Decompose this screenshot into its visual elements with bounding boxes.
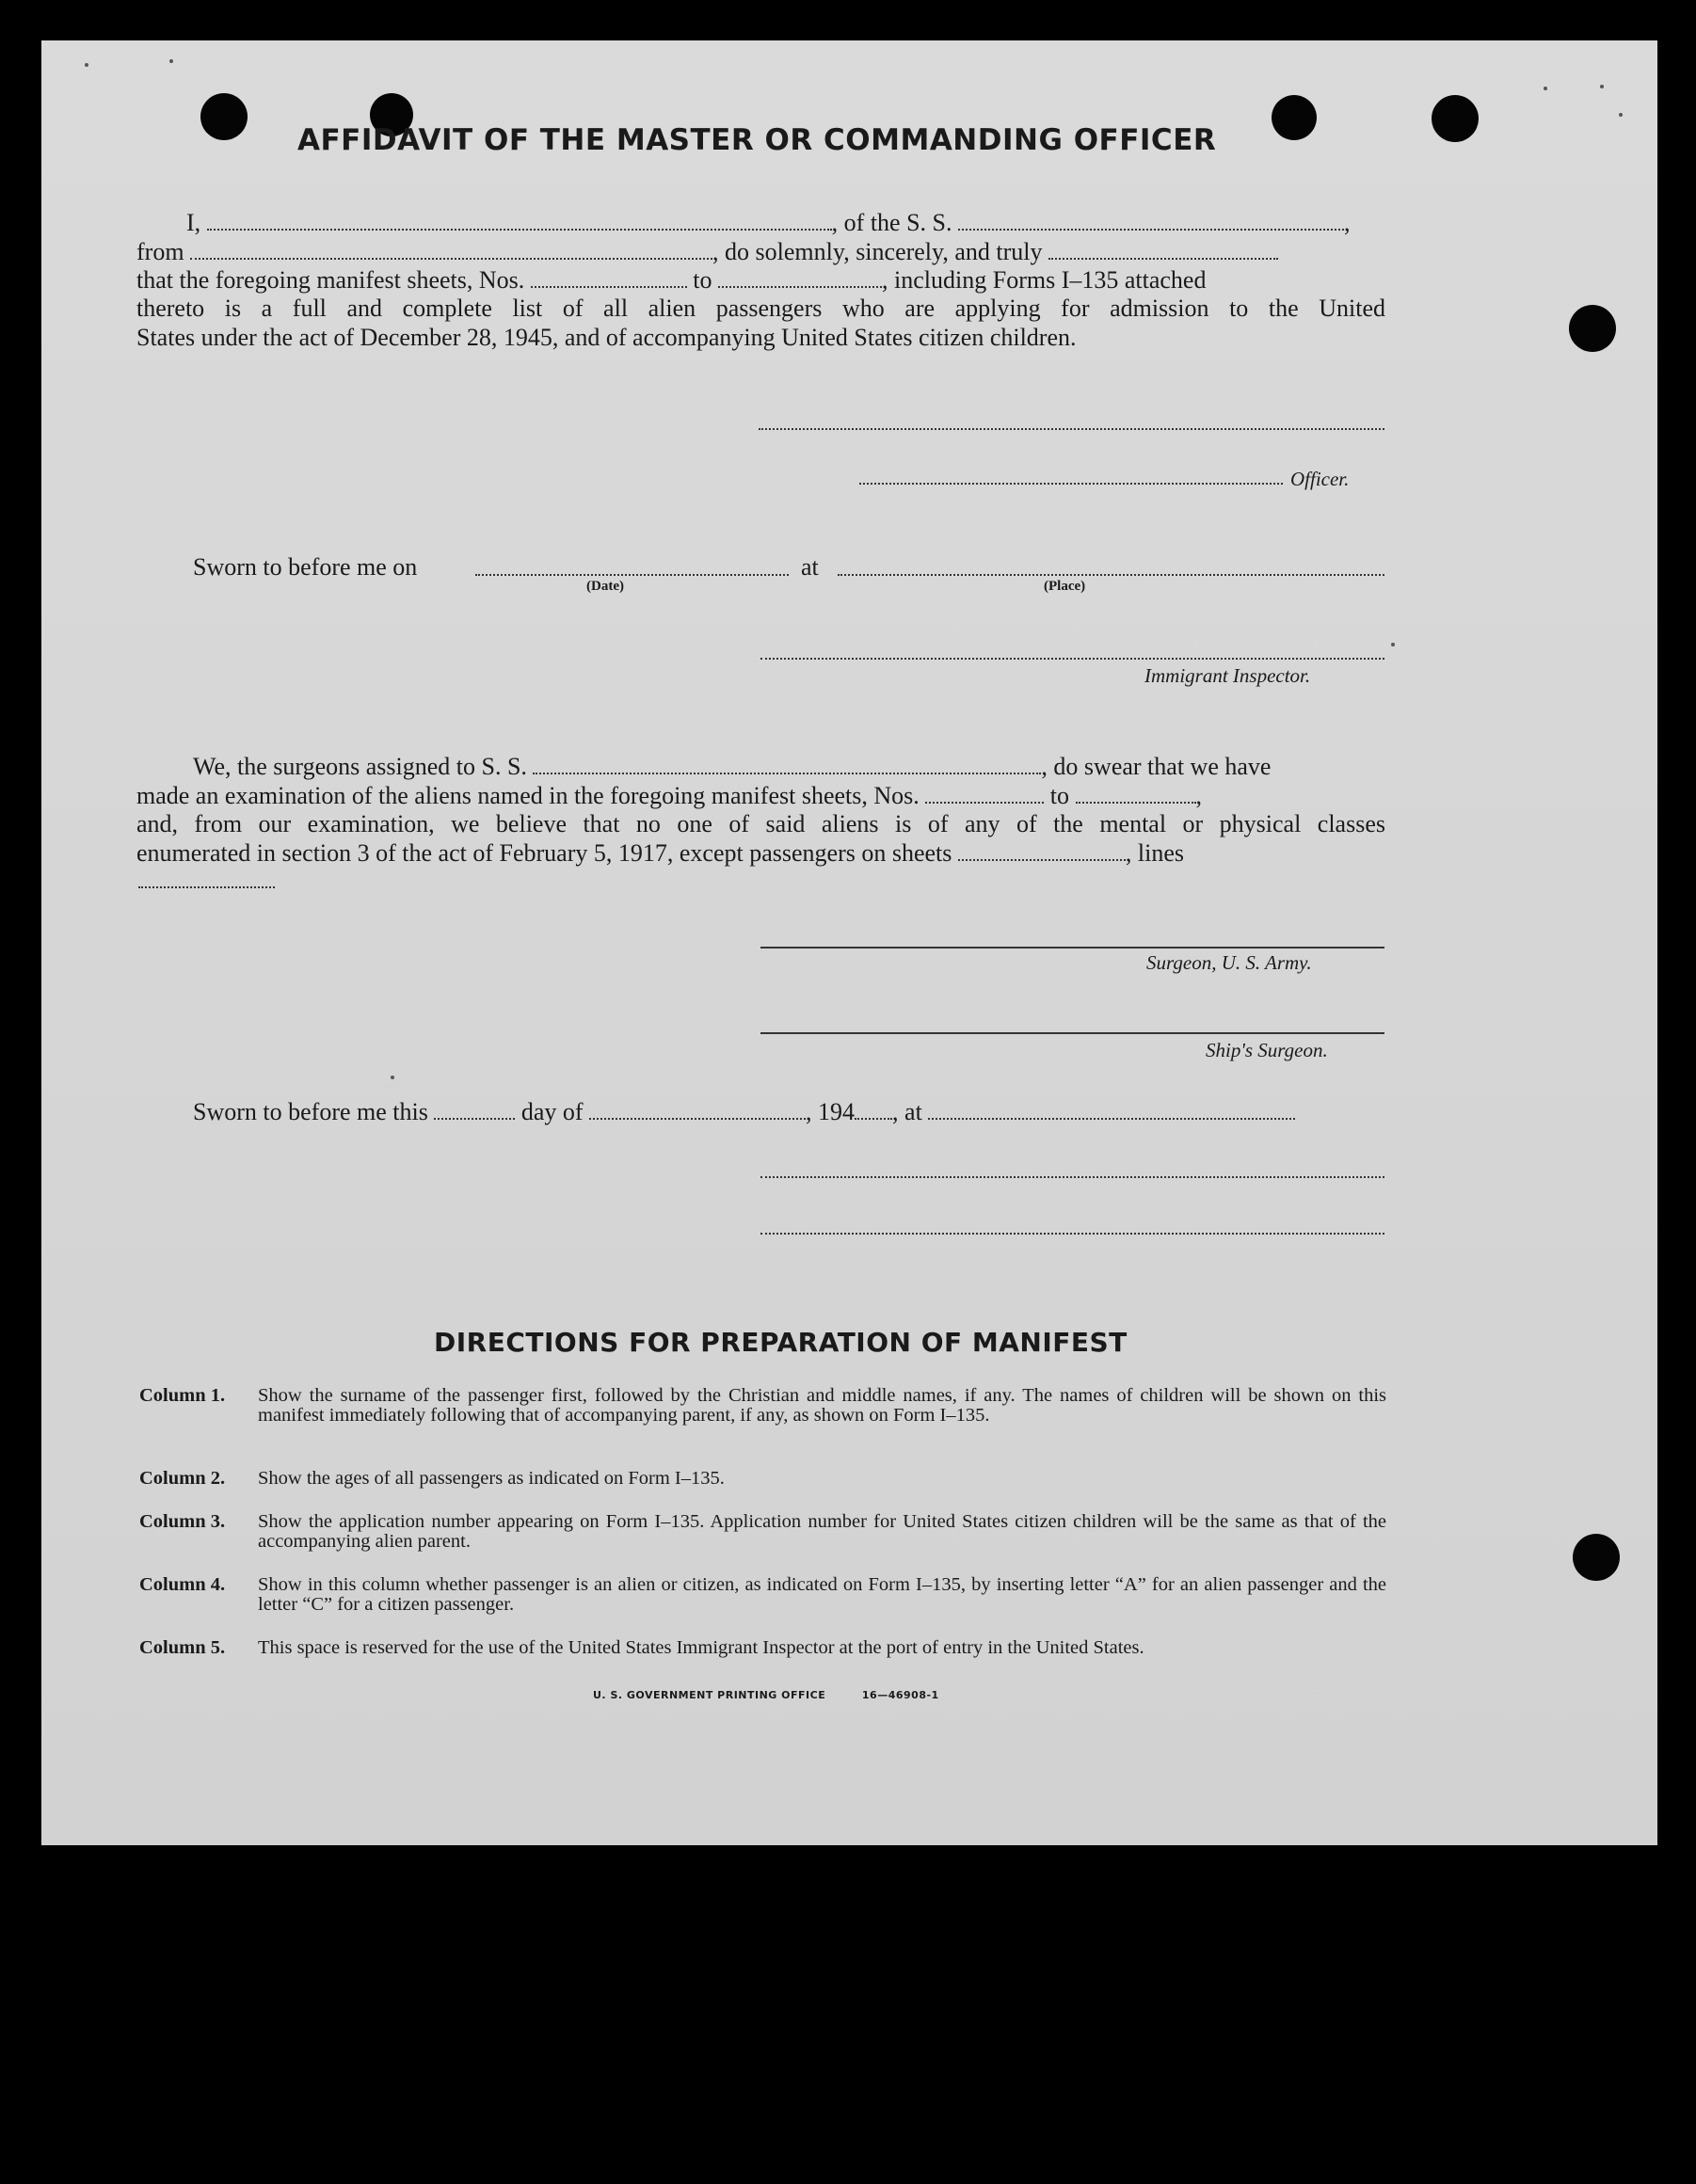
affidavit-line-5: States under the act of December 28, 1945, and of accompanying United States citizen children. xyxy=(136,324,1077,351)
direction-column-label: Column 5. xyxy=(139,1637,226,1658)
affidavit-sheets-text: that the foregoing manifest sheets, Nos. xyxy=(136,266,525,294)
comma: , xyxy=(1344,209,1351,236)
speck xyxy=(85,63,88,67)
surgeons-ship-field[interactable] xyxy=(533,772,1041,774)
speck xyxy=(1619,113,1623,117)
sworn2-place-field[interactable] xyxy=(928,1117,1295,1120)
speck xyxy=(391,1076,394,1079)
speck xyxy=(1600,85,1604,88)
affidavit-from: from xyxy=(136,238,184,265)
ship-surgeon-signature-line[interactable] xyxy=(760,1032,1384,1034)
affidavit-solemnly: , do solemnly, sincerely, and truly xyxy=(712,238,1043,265)
surgeons-to: to xyxy=(1049,782,1069,809)
master-name-field[interactable] xyxy=(207,228,832,231)
direction-item-4 xyxy=(139,1575,1386,1615)
punch-hole-3 xyxy=(1272,95,1317,140)
direction-item-1 xyxy=(139,1386,1386,1426)
affidavit-of-ss: , of the S. S. xyxy=(831,209,952,236)
directions-title: DIRECTIONS FOR PREPARATION OF MANIFEST xyxy=(434,1327,1128,1358)
sworn-this-line xyxy=(193,1098,1295,1127)
surgeons-sheets-to-field[interactable] xyxy=(1076,801,1196,804)
affidavit-line-3 xyxy=(136,266,1206,295)
surgeons-exam-text: made an examination of the aliens named in the foregoing manifest sheets, Nos. xyxy=(136,782,920,809)
direction-item-5 xyxy=(139,1638,1386,1658)
sworn-this-text: Sworn to before me this xyxy=(193,1098,428,1125)
except-lines-field[interactable] xyxy=(138,886,275,888)
date-caption: (Date) xyxy=(586,579,624,594)
affidavit-to: to xyxy=(693,266,712,294)
surgeons-line-3: and, from our examination, we believe that no one of said aliens is of any of the mental or physical classes xyxy=(136,810,1385,837)
comma: , xyxy=(1195,782,1202,809)
sworn-month-field[interactable] xyxy=(589,1117,806,1120)
sworn2-signature-line-2[interactable] xyxy=(760,1233,1384,1235)
surgeons-ss-text: We, the surgeons assigned to S. S. xyxy=(193,753,527,780)
sworn-at-label: at xyxy=(801,553,819,581)
sworn-date-field[interactable] xyxy=(475,574,789,576)
surgeons-sheets-from-field[interactable] xyxy=(925,801,1044,804)
form-code: 16—46908-1 xyxy=(861,1689,939,1701)
surgeons-lines-text: , lines xyxy=(1125,839,1185,867)
punch-hole-1 xyxy=(200,93,248,140)
sworn-place-field[interactable] xyxy=(838,574,1384,576)
direction-column-label: Column 1. xyxy=(139,1385,226,1406)
from-port-field[interactable] xyxy=(190,257,712,260)
punch-hole-5 xyxy=(1569,305,1616,352)
surgeons-swear-text: , do swear that we have xyxy=(1041,753,1272,780)
speck xyxy=(169,59,173,63)
affidavit-i: I, xyxy=(186,209,201,236)
inspector-caption: Immigrant Inspector. xyxy=(1144,664,1311,687)
affidavit-forms-text: , including Forms I–135 attached xyxy=(882,266,1207,294)
speck xyxy=(1391,643,1395,646)
ship-surgeon-caption: Ship's Surgeon. xyxy=(1206,1039,1328,1061)
sworn-day-field[interactable] xyxy=(434,1117,515,1120)
surgeons-line-1 xyxy=(193,753,1271,782)
sworn-year-prefix: , 194 xyxy=(806,1098,856,1125)
affidavit-title: AFFIDAVIT OF THE MASTER OR COMMANDING OFFICER xyxy=(297,123,1217,157)
ship-name-field[interactable] xyxy=(958,228,1344,231)
affidavit-line-4: thereto is a full and complete list of all alien passengers who are applying for admission to the United xyxy=(136,295,1385,322)
sworn-year-field[interactable] xyxy=(855,1117,892,1120)
direction-item-3 xyxy=(139,1512,1386,1552)
direction-column-label: Column 2. xyxy=(139,1468,226,1489)
direction-column-label: Column 3. xyxy=(139,1511,226,1532)
punch-hole-4 xyxy=(1432,95,1479,142)
inspector-signature-line[interactable] xyxy=(760,658,1384,660)
surgeons-line-2 xyxy=(136,782,1202,811)
affidavit-extra-field[interactable] xyxy=(1048,257,1278,260)
sworn2-signature-line-1[interactable] xyxy=(760,1176,1384,1178)
officer-signature-line-2[interactable] xyxy=(859,483,1283,485)
punch-hole-6 xyxy=(1573,1534,1620,1581)
officer-signature-line-1[interactable] xyxy=(759,428,1384,430)
sworn-at-text: , at xyxy=(892,1098,922,1125)
surgeons-line-4 xyxy=(136,839,1184,869)
surgeons-except-text: enumerated in section 3 of the act of February 5, 1917, except passengers on sheets xyxy=(136,839,952,867)
affidavit-line-1 xyxy=(186,209,1351,238)
direction-text: Show the surname of the passenger first, followed by the Christian and middle names, if any. The names of children will be shown on this manifest immediately following that of accompanying parent, if any, as shown on Form I–135. xyxy=(258,1385,1386,1426)
affidavit-line-2 xyxy=(136,238,1278,267)
sworn-day-of-text: day of xyxy=(520,1098,584,1125)
gpo-text: U. S. GOVERNMENT PRINTING OFFICE xyxy=(593,1689,826,1701)
officer-caption: Officer. xyxy=(1290,468,1350,490)
speck xyxy=(1544,87,1547,90)
direction-item-2 xyxy=(139,1469,1386,1489)
direction-text: Show the application number appearing on Form I–135. Application number for United States citizen children will be the same as that of the accompanying alien parent. xyxy=(258,1511,1386,1552)
army-surgeon-signature-line[interactable] xyxy=(760,947,1384,949)
direction-text: This space is reserved for the use of the United States Immigrant Inspector at the port of entry in the United States. xyxy=(258,1637,1144,1658)
sheets-to-field[interactable] xyxy=(718,285,882,288)
sworn-on-label: Sworn to before me on xyxy=(193,553,418,581)
sheets-from-field[interactable] xyxy=(531,285,687,288)
army-surgeon-caption: Surgeon, U. S. Army. xyxy=(1146,951,1312,974)
except-sheets-field[interactable] xyxy=(958,858,1126,861)
place-caption: (Place) xyxy=(1044,579,1086,594)
direction-text: Show in this column whether passenger is an alien or citizen, as indicated on Form I–135, by inserting letter “A” for an alien passenger and the letter “C” for a citizen passenger. xyxy=(258,1574,1386,1615)
direction-column-label: Column 4. xyxy=(139,1574,226,1595)
printing-office-imprint xyxy=(593,1689,939,1701)
direction-text: Show the ages of all passengers as indicated on Form I–135. xyxy=(258,1468,725,1489)
